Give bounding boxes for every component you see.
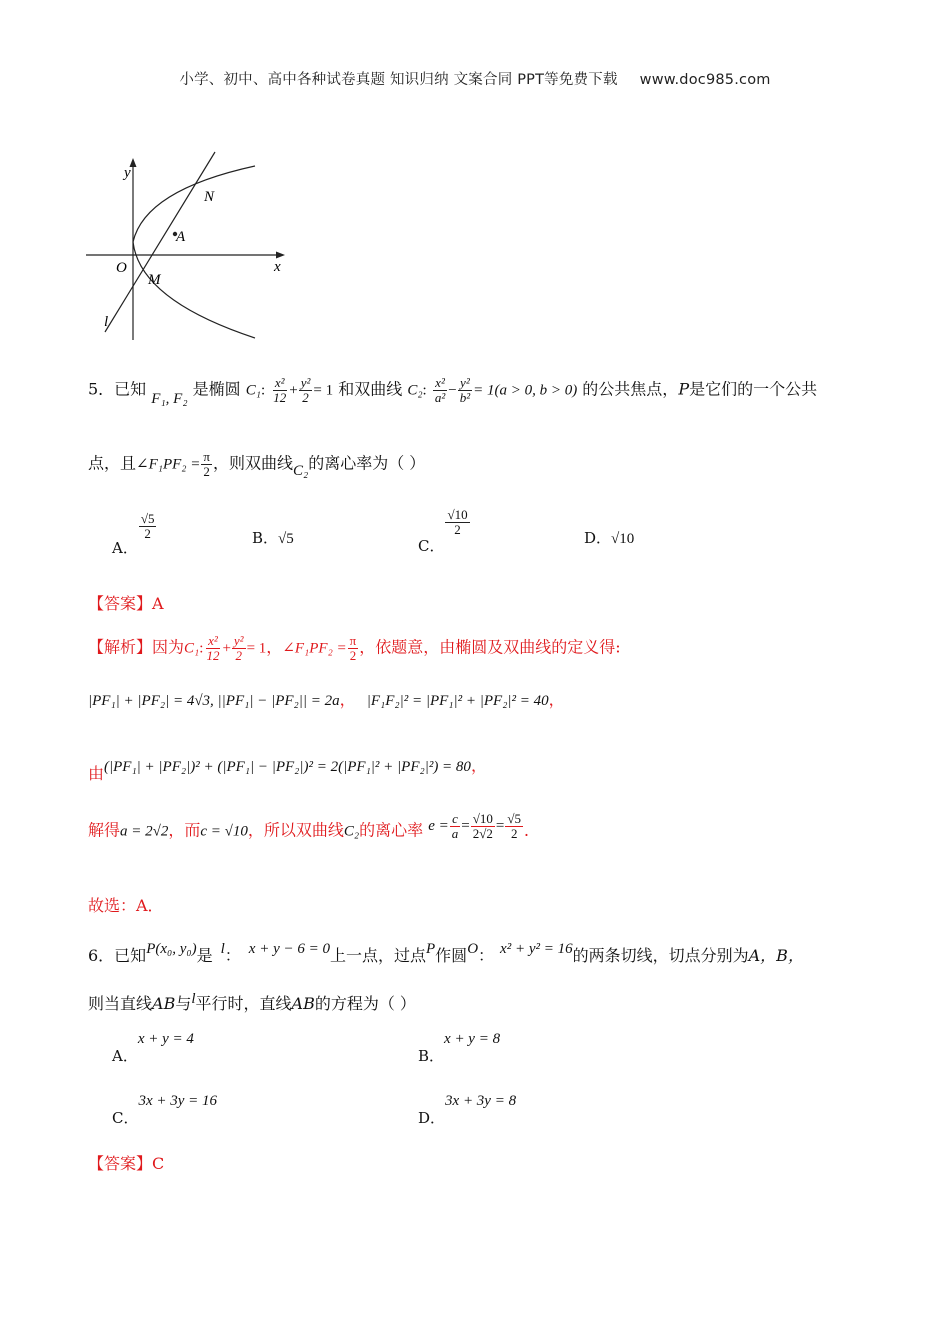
q6-option-a-value: x + y = 4: [137, 1031, 194, 1047]
q5-hyp-rhs: = 1(a > 0, b > 0): [473, 382, 578, 399]
q5-c2: C₂: [407, 382, 423, 399]
q5-option-d-label: D．: [584, 529, 612, 547]
parabola-curve: [133, 166, 255, 338]
page-header: [0, 68, 950, 89]
q5-analysis-1b: ，: [266, 637, 283, 657]
q5-pi-frac: $\frac{\pi}{2}$: [203, 449, 210, 479]
q5-eq2: |F₁F₂|² = |PF₁|² + |PF₂|² = 40: [366, 693, 549, 709]
q5-line2-c: 的离心率为（ ）: [308, 453, 426, 473]
q5-analysis-1a: 因为: [152, 637, 185, 657]
q6-option-c[interactable]: [112, 1092, 218, 1127]
q5-solve-b: ，而: [168, 820, 201, 840]
q5-by-line: 由(|PF₁| + |PF₂|)² + (|PF₁| − |PF₂|)² = 2(|PF₁|² + |PF₂|²) = 80，: [88, 756, 487, 783]
q5-ellipse-x-frac: $\frac{\text{x²}}{12}$: [273, 375, 287, 405]
q6-circle-eq: x² + y² = 16: [500, 941, 573, 957]
q6-ab3: AB: [291, 994, 315, 1013]
q5-option-c-value: $\frac{√10}{2}$: [447, 507, 468, 537]
q6-answer: 【答案】C: [88, 1154, 165, 1173]
line-l-label: l: [104, 314, 109, 330]
q5-option-b-label: B．: [252, 529, 279, 547]
point-n-label: N: [204, 189, 215, 205]
q6-mid2: 作圆: [435, 946, 468, 965]
q6-mid3: 的两条切线，切点分别为: [572, 946, 749, 965]
q6-tail: 的方程为（ ）: [314, 994, 416, 1013]
q6-line2: [88, 991, 416, 1013]
q5-answer: 【答案】A: [88, 594, 164, 613]
q6-option-a[interactable]: [112, 1030, 194, 1065]
q5-option-c-label: C．: [418, 536, 445, 555]
y-label: y: [124, 165, 131, 181]
q5-line2: [88, 450, 425, 478]
q5-analysis-ellipse-y: $\frac{\text{y²}}{2}$: [233, 633, 244, 663]
q6-parallel: 平行时，直线: [195, 994, 292, 1013]
q5-option-d-value: √10: [611, 531, 635, 547]
q6-option-a-label: A．: [112, 1047, 138, 1065]
q5-e-expression: e = $\frac{c}{a}$ = $\frac{√10}{2√2}$ = $\frac{√5}{2}$: [428, 811, 522, 841]
x-label: x: [274, 259, 281, 275]
q5-option-b-value: √5: [278, 531, 294, 547]
q5-hyp-y-frac: $\frac{\text{y²}}{\text{b²}}$: [459, 375, 471, 405]
q5-analysis-1d: ，依题意，由椭圆及双曲线的定义得:: [359, 637, 621, 657]
q6-ab: A，B，: [748, 946, 804, 965]
q5-hyp-x-frac: $\frac{\text{x²}}{\text{a²}}$: [434, 375, 446, 405]
q6-line1: 6．已知P(x₀, y₀)是 l： x + y − 6 = 0上一点，过点P作圆O： x² + y² = 16的两条切线，切点分别为A，B，: [88, 941, 804, 965]
q5-eq3: (|PF₁| + |PF₂|)² + (|PF₁| − |PF₂|)² = 2(|PF₁|² + |PF₂|²) = 80: [104, 759, 471, 775]
q5-line2-a: 点，且: [88, 453, 137, 473]
q5-choose: 故选：A．: [88, 896, 164, 915]
q6-ab2: AB: [152, 994, 176, 1013]
q5-option-d[interactable]: [584, 530, 634, 547]
q6-p: P: [426, 941, 436, 957]
q5-solve-d: 的离心率: [359, 820, 424, 840]
x-axis-arrow: [276, 252, 285, 259]
q5-mid2: 和双曲线: [338, 379, 403, 399]
q6-option-b-value: x + y = 8: [444, 1031, 501, 1047]
q5-analysis-pi: $\frac{\pi}{2}$: [349, 633, 357, 663]
q5-prefix: 5．已知: [88, 379, 147, 399]
q5-eq1: |PF₁| + |PF₂| = 4√3, ||PF₁| − |PF₂|| = 2a: [88, 693, 340, 709]
q6-is: 是: [196, 946, 213, 965]
q6-line-eq: x + y − 6 = 0: [248, 941, 330, 957]
q5-c2b: C₂: [292, 462, 309, 479]
point-m-label: M: [148, 272, 161, 288]
header-site: www.doc985.com: [639, 72, 771, 88]
q5-solve-c2: C₂: [343, 823, 360, 840]
q5-option-a-value: $\frac{√5}{2}$: [140, 511, 155, 541]
origin-label: O: [116, 260, 127, 276]
q5-c1: C₁: [245, 382, 261, 399]
header-title: 小学、初中、高中各种试卷真题 知识归纳 文案合同 PPT等免费下载: [179, 72, 618, 88]
q5-solve-line: [88, 811, 541, 846]
q6-o: O: [467, 941, 479, 957]
q5-analysis-ellipse-rhs: = 1: [246, 640, 267, 657]
q5-line1: 5．已知 F₁, F₂ 是椭圆 C₁: $\frac{\text{x²}}{12}$ + $\frac{\text{y²}}{2}$ = 1 和双曲线 C₂: $\frac{\text{x²}}{\text{a²}}$ − $\frac{\text{y²}}{\text{b²}}$ = 1(a > 0, b > 0) 的公共焦点，P是它们的一个公共: [88, 375, 818, 407]
q6-option-d-label: D．: [418, 1109, 446, 1127]
q6-mid1: 上一点，过点: [329, 946, 426, 965]
q5-option-b[interactable]: [252, 530, 294, 547]
q5-analysis-c1: C₁: [184, 640, 200, 657]
line-l: [105, 152, 215, 332]
q5-f1f2: F₁, F₂: [151, 390, 188, 407]
q5-a-val: a = 2√2: [120, 823, 169, 840]
q6-l: l: [220, 941, 225, 957]
q5-solve-end: ．: [524, 820, 541, 840]
q5-solve-a: 解得: [88, 820, 121, 840]
q5-ellipse-y-frac: $\frac{\text{y²}}{2}$: [300, 375, 311, 405]
q6-option-b-label: B．: [418, 1047, 445, 1065]
q5-analysis-angle: ∠F₁PF₂ =: [282, 640, 347, 657]
q5-mid1: 是椭圆: [192, 379, 241, 399]
q6-option-c-label: C．: [112, 1109, 139, 1127]
q6-prefix: 6．已知: [88, 946, 147, 965]
q6-p-point: P(x₀, y₀): [146, 941, 197, 957]
q5-option-a-label: A．: [112, 538, 138, 557]
q6-option-b[interactable]: [418, 1030, 501, 1065]
q5-option-c[interactable]: [418, 507, 471, 555]
q5-analysis-tag: 【解析】: [88, 637, 153, 657]
q6-l2: l: [191, 991, 196, 1007]
q5-eq-line: |PF₁| + |PF₂| = 4√3, ||PF₁| − |PF₂|| = 2a， |F₁F₂|² = |PF₁|² + |PF₂|² = 40，: [88, 690, 565, 709]
q5-by: 由: [88, 764, 105, 783]
q5-tail2: 是它们的一个公共: [689, 379, 818, 399]
q5-p-var: P: [678, 379, 690, 399]
q5-angle: ∠F₁PF₂ =: [136, 456, 201, 473]
point-a-label: A: [176, 229, 186, 245]
q5-analysis-line1: 【解析】因为C₁: $\frac{\text{x²}}{12}$ + $\frac{\text{y²}}{2}$ = 1，∠F₁PF₂ = $\frac{\pi}{2}$ ，依题意，由椭圆及双曲线的定义得:: [88, 633, 621, 663]
q6-line2-text: 则当直线: [88, 994, 153, 1013]
q5-c-val: c = √10: [200, 823, 248, 840]
q5-analysis-ellipse-x: $\frac{\text{x²}}{12}$: [206, 633, 220, 663]
parabola-figure: [80, 150, 300, 350]
q6-option-d-value: 3x + 3y = 8: [445, 1093, 517, 1109]
q5-solve-c: ，所以双曲线: [247, 820, 344, 840]
q5-ellipse-rhs: = 1: [313, 382, 334, 399]
q5-option-a[interactable]: [112, 511, 157, 557]
q6-with: 与: [175, 994, 192, 1013]
q6-option-d[interactable]: [418, 1092, 517, 1127]
q5-line2-b: ，则双曲线: [212, 453, 293, 473]
q6-option-c-value: 3x + 3y = 16: [138, 1093, 218, 1109]
q5-tail1: 的公共焦点，: [582, 379, 679, 399]
